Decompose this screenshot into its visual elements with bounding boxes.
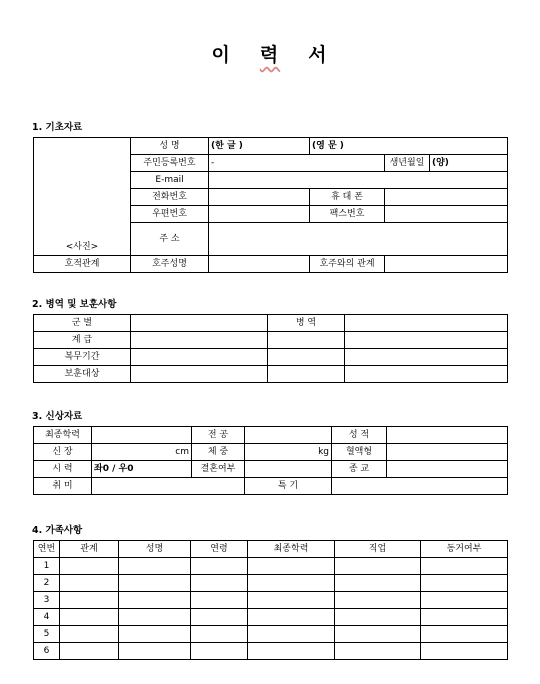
occupation-cell[interactable] [335,558,421,575]
blood-field[interactable] [387,444,508,461]
row-number: 3 [34,592,60,609]
table-row [34,575,508,592]
marriage-label: 결혼여부 [192,461,245,478]
cohabiting-cell[interactable] [421,558,508,575]
rank-field[interactable] [131,332,268,349]
relation-cell[interactable] [60,558,119,575]
col-header-cohabiting: 동거여부 [421,541,508,558]
relation-cell[interactable] [60,626,119,643]
specialty-field[interactable] [332,478,508,495]
weight-unit: kg [318,446,329,457]
section-heading-personal: 3. 신상자료 [32,411,83,422]
householder-relation-label: 호주와의 관계 [310,256,385,273]
grades-label: 성 적 [332,427,387,444]
family-relation-label: 호적관계 [34,256,131,273]
occupation-cell[interactable] [335,592,421,609]
specialty-label: 특 기 [245,478,332,495]
address-label: 주 소 [131,223,209,256]
section-heading-family: 4. 가족사항 [32,525,83,536]
education-cell[interactable] [248,626,335,643]
col-header-name: 성명 [119,541,191,558]
col-header-relation: 관계 [60,541,119,558]
col-header-age: 연령 [191,541,248,558]
vision-field[interactable]: 좌0 / 우0 [92,461,192,478]
age-cell[interactable] [191,592,248,609]
veteran-label: 보훈대상 [34,366,131,383]
householder-name-field[interactable] [209,256,310,273]
row-number: 5 [34,626,60,643]
cohabiting-cell[interactable] [421,592,508,609]
title-char-2: 력 [259,44,281,66]
phone-field[interactable] [209,189,310,206]
occupation-cell[interactable] [335,626,421,643]
address-field[interactable] [209,223,508,256]
name-english-field[interactable] [310,138,508,155]
personal-table [33,426,508,495]
height-unit: cm [175,446,189,457]
rank-label: 계 급 [34,332,131,349]
veteran-field[interactable] [131,366,268,383]
major-label: 전 공 [192,427,245,444]
hobby-label: 취 미 [34,478,92,495]
col-header-education: 최종학력 [248,541,335,558]
birth-field[interactable]: (양) [430,155,508,172]
name-korean-label: (한 글 ) [211,140,243,151]
religion-label: 종 교 [332,461,387,478]
age-cell[interactable] [191,575,248,592]
weight-field[interactable] [245,444,332,461]
cohabiting-cell[interactable] [421,575,508,592]
cohabiting-cell[interactable] [421,626,508,643]
major-field[interactable] [245,427,332,444]
phone-label: 전화번호 [131,189,209,206]
period-field[interactable] [131,349,268,366]
name-korean-field[interactable] [209,138,310,155]
family-header-row [34,541,508,558]
fax-label: 팩스번호 [310,206,385,223]
service-label: 병 역 [268,315,345,332]
householder-relation-field[interactable] [385,256,508,273]
age-cell[interactable] [191,626,248,643]
title-char-3: 서 [308,44,329,66]
family-table [33,540,508,660]
section-heading-military: 2. 병역 및 보훈사항 [32,299,117,310]
marriage-field[interactable] [245,461,332,478]
cohabiting-cell[interactable] [421,609,508,626]
education-cell[interactable] [248,575,335,592]
relation-cell[interactable] [60,592,119,609]
name-cell[interactable] [119,558,191,575]
section-heading-basic-info: 1. 기초자료 [32,122,83,133]
relation-cell[interactable] [60,609,119,626]
cohabiting-cell[interactable] [421,643,508,660]
education-cell[interactable] [248,592,335,609]
period-label: 복무기간 [34,349,131,366]
service-field[interactable] [345,315,508,332]
religion-field[interactable] [387,461,508,478]
branch-label: 군 별 [34,315,131,332]
householder-name-label: 호주성명 [131,256,209,273]
photo-label: <사진> [65,242,99,252]
document-title [0,40,540,67]
resident-no-label: 주민등록번호 [131,155,209,172]
table-row [34,626,508,643]
rank-extra-field[interactable] [268,332,345,349]
email-label: E-mail [131,172,209,189]
education-cell[interactable] [248,558,335,575]
height-field[interactable] [92,444,192,461]
zip-label: 우편번호 [131,206,209,223]
row-number: 6 [34,643,60,660]
period-extra-field[interactable] [268,349,345,366]
mobile-label: 휴 대 폰 [310,189,385,206]
vision-label: 시 력 [34,461,92,478]
occupation-cell[interactable] [335,575,421,592]
name-english-label: (영 문 ) [312,140,344,151]
age-cell[interactable] [191,558,248,575]
table-row [34,643,508,660]
col-header-no: 연번 [34,541,60,558]
veteran-extra-field[interactable] [268,366,345,383]
photo-box[interactable] [34,138,131,256]
education-cell[interactable] [248,643,335,660]
name-cell[interactable] [119,575,191,592]
relation-cell[interactable] [60,643,119,660]
name-cell[interactable] [119,592,191,609]
hobby-field[interactable] [92,478,245,495]
age-cell[interactable] [191,643,248,660]
zip-field[interactable] [209,206,310,223]
name-label: 성 명 [131,138,209,155]
title-char-1: 이 [211,44,232,66]
name-cell[interactable] [119,626,191,643]
table-row [34,609,508,626]
row-number: 4 [34,609,60,626]
resident-no-field[interactable]: - [209,155,385,172]
name-cell[interactable] [119,609,191,626]
birth-label: 생년월일 [385,155,430,172]
occupation-cell[interactable] [335,609,421,626]
period-extra-field-2[interactable] [345,349,508,366]
email-field[interactable] [209,172,508,189]
relation-cell[interactable] [60,575,119,592]
table-row [34,558,508,575]
fax-field[interactable] [385,206,508,223]
name-cell[interactable] [119,643,191,660]
height-label: 신 장 [34,444,92,461]
rank-extra-field-2[interactable] [345,332,508,349]
education-cell[interactable] [248,609,335,626]
education-field[interactable] [92,427,192,444]
weight-label: 체 중 [192,444,245,461]
mobile-field[interactable] [385,189,508,206]
basic-info-table [33,137,508,273]
veteran-extra-field-2[interactable] [345,366,508,383]
table-row [34,592,508,609]
branch-field[interactable] [131,315,268,332]
grades-field[interactable] [387,427,508,444]
blood-label: 혈액형 [332,444,387,461]
occupation-cell[interactable] [335,643,421,660]
military-table [33,314,508,383]
age-cell[interactable] [191,609,248,626]
row-number: 2 [34,575,60,592]
education-label: 최종학력 [34,427,92,444]
col-header-occupation: 직업 [335,541,421,558]
row-number: 1 [34,558,60,575]
